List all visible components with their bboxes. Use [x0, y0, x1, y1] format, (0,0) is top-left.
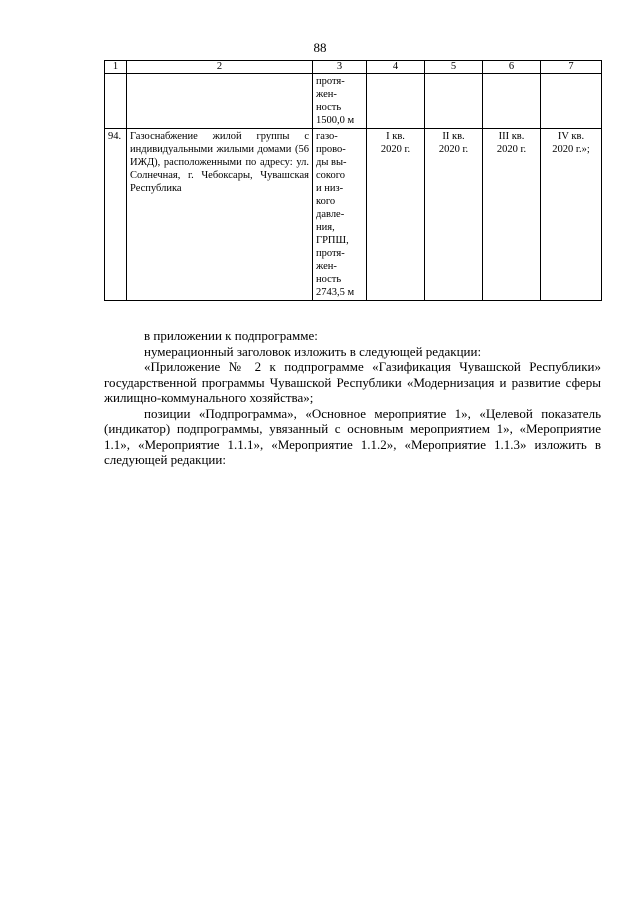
header-cell: 6: [483, 61, 541, 74]
cell-characteristics: газо- прово- ды вы- сокого и низ- кого давле- ния, ГРПШ, протя- жен- ность 2743,5 м: [313, 129, 367, 301]
cell-q1: [367, 74, 425, 129]
header-cell: 3: [313, 61, 367, 74]
header-cell: 1: [105, 61, 127, 74]
paragraph: позиции «Подпрограмма», «Основное мероприятие 1», «Целевой показатель (индикатор) подпрограммы, увязанный с основным мероприятием 1», «Мероприятие 1.1», «Мероприятие 1.1.1», «Мероприятие 1.1.2», «Мероприятие 1.1.3» изложить в следующей редакции:: [104, 405, 601, 467]
cell-characteristics: протя- жен- ность 1500,0 м: [313, 74, 367, 129]
paragraph: в приложении к подпрограмме:: [144, 328, 318, 343]
header-cell: 7: [541, 61, 602, 74]
cell-number: [105, 74, 127, 129]
table-header-row: [105, 61, 602, 74]
cell-q4: IV кв. 2020 г.»;: [541, 129, 602, 301]
cell-q2: II кв. 2020 г.: [425, 129, 483, 301]
cell-q3: [483, 74, 541, 129]
header-cell: 2: [127, 61, 313, 74]
cell-object-name: Газоснабжение жилой группы с индивидуальными жилыми домами (56 ИЖД), расположенными по адресу: ул. Солнечная, г. Чебоксары, Чувашская Республика: [127, 129, 313, 301]
body-text: [104, 328, 601, 468]
paragraph: «Приложение № 2 к подпрограмме «Газификация Чувашской Республики» государственной программы Чувашской Республики «Модернизация и развитие сферы жилищно-коммунального хозяйства»;: [104, 359, 601, 405]
paragraph: нумерационный заголовок изложить в следующей редакции:: [144, 343, 482, 359]
cell-number: 94.: [105, 129, 127, 301]
header-cell: 4: [367, 61, 425, 74]
table-row-continued: [105, 74, 602, 129]
cell-q2: [425, 74, 483, 129]
cell-q4: [541, 74, 602, 129]
header-cell: 5: [425, 61, 483, 74]
cell-q3: III кв. 2020 г.: [483, 129, 541, 301]
cell-object-name: [127, 74, 313, 129]
page-number: 88: [313, 40, 327, 55]
table-row-94: [105, 129, 602, 301]
cell-q1: I кв. 2020 г.: [367, 129, 425, 301]
measures-table: [104, 60, 602, 301]
